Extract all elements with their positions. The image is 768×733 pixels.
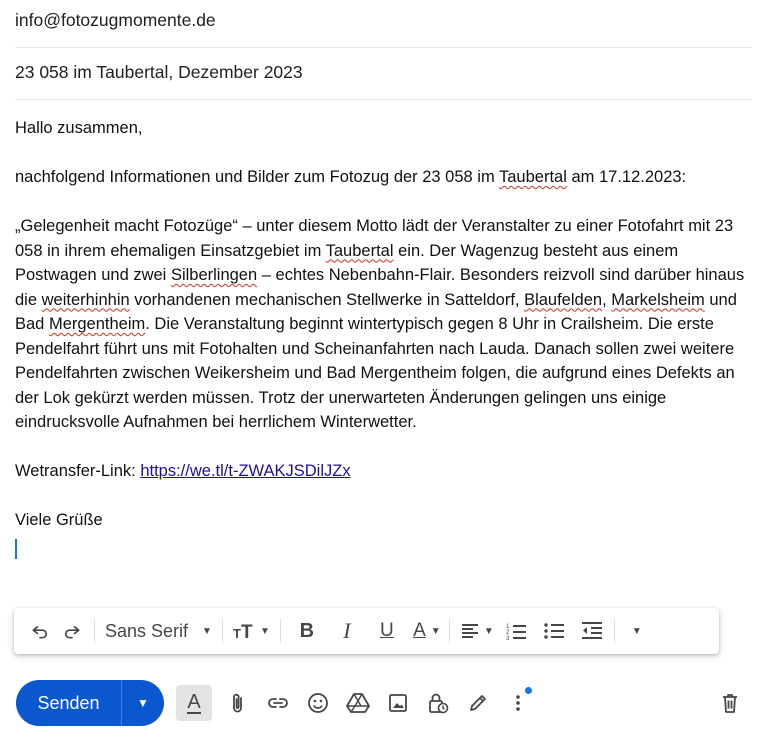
numbered-list-icon[interactable] [500, 615, 532, 647]
formatting-options-icon[interactable] [176, 685, 212, 721]
greeting: Hallo zusammen, [15, 119, 143, 137]
spellcheck-word[interactable]: Blaufelden [524, 290, 603, 309]
svg-text:1: 1 [505, 624, 510, 630]
intro-paragraph: nachfolgend Informationen und Bilder zum Fotozug der 23 058 im Taubertal am 17.12.2023: [15, 168, 687, 186]
align-icon[interactable] [460, 615, 494, 647]
chevron-down-icon: ▼ [202, 625, 212, 637]
recipient-email: info@fotozugmomente.de [15, 10, 216, 30]
formatting-toolbar [14, 608, 719, 654]
compose-action-bar [16, 680, 754, 726]
text-color-letter: A [413, 620, 426, 641]
schedule-send-chevron-down-icon[interactable]: ▼ [137, 696, 149, 710]
format-letter: A [187, 691, 201, 713]
google-drive-icon[interactable] [338, 683, 378, 723]
attach-file-icon[interactable] [218, 683, 258, 723]
bulleted-list-icon[interactable] [538, 615, 570, 647]
text-size-icon[interactable] [229, 615, 274, 647]
more-formatting-chevron-down-icon[interactable]: ▼ [631, 625, 642, 637]
message-body[interactable] [15, 116, 755, 559]
insert-photo-icon[interactable] [378, 683, 418, 723]
bold-button[interactable]: B [299, 619, 315, 642]
spellcheck-word[interactable]: Mergentheim [48, 315, 146, 333]
spellcheck-word[interactable]: weiterhinhin [41, 290, 130, 309]
text-cursor [15, 539, 17, 559]
spellcheck-word[interactable]: Taubertal [499, 168, 567, 186]
send-button[interactable]: Senden [16, 680, 122, 726]
spellcheck-word[interactable]: Taubertal [325, 241, 394, 260]
font-family-select[interactable] [101, 615, 216, 647]
underline-button[interactable]: U [379, 620, 394, 641]
insert-link-icon[interactable] [258, 683, 298, 723]
signature-pen-icon[interactable] [458, 683, 498, 723]
chevron-down-icon: ▼ [483, 625, 494, 637]
recipient-field[interactable] [15, 10, 752, 48]
spellcheck-word[interactable]: Silberlingen [170, 266, 258, 284]
subject-field[interactable] [15, 62, 752, 100]
chevron-down-icon: ▼ [259, 625, 270, 637]
discard-draft-trash-icon[interactable] [710, 683, 750, 723]
svg-text:3: 3 [505, 636, 510, 641]
svg-text:2: 2 [505, 630, 510, 636]
spellcheck-word[interactable]: Markelsheim [611, 290, 705, 309]
indent-less-icon[interactable] [576, 615, 608, 647]
text-color-button[interactable] [411, 615, 443, 647]
wetransfer-line: Wetransfer-Link: https://we.tl/t-ZWAKJSDilJZx [15, 462, 351, 480]
confidential-mode-lock-icon[interactable] [418, 683, 458, 723]
undo-icon[interactable] [24, 615, 56, 647]
subject-text: 23 058 im Taubertal, Dezember 2023 [15, 62, 303, 82]
svg-text:T: T [232, 626, 241, 641]
chevron-down-icon: ▼ [430, 625, 441, 637]
wetransfer-link[interactable]: https://we.tl/t-ZWAKJSDilJZx [140, 462, 351, 480]
closing: Viele Grüße [15, 511, 103, 529]
description-paragraph: „Gelegenheit macht Fotozüge“ – unter diesem Motto lädt der Veranstalter zu einer Fotofahrt mit 23 058 in ihrem ehemaligen Einsatzgebiet im Taubertal ein. Der Wagenzug besteht aus einem Postwagen und zwei Silberlingen – echtes Nebenbahn-Flair. Besonders reizvoll sind darüber hinaus die weiterhinhin vorhandenen mechanischen Stellwerke in Satteldorf, Blaufelden, Markelsheim und Bad Mergentheim. Die Veranstaltung beginnt wintertypisch gegen 8 Uhr in Crailsheim. Die erste Pendelfahrt führt uns mit Fotohalten und Scheinanfahrten nach Lauda. Danach sollen zwei weitere Pendelfahrten zwischen Weikersheim und Bad Mergentheim folgen, die aufgrund eines Defekts an der Lok gekürzt werden müssen. Trotz der unerwarteten Änderungen gelingen uns einige eindrucksvolle Aufnahmen bei herrlichem Winterwetter. [15, 217, 745, 431]
notification-dot [525, 687, 532, 694]
italic-button[interactable]: I [343, 618, 351, 643]
font-name: Sans Serif [105, 620, 189, 641]
svg-text:T: T [240, 622, 253, 641]
emoji-icon[interactable] [298, 683, 338, 723]
send-button-group [16, 680, 164, 726]
redo-icon[interactable] [56, 615, 88, 647]
more-options-icon[interactable] [498, 683, 538, 723]
